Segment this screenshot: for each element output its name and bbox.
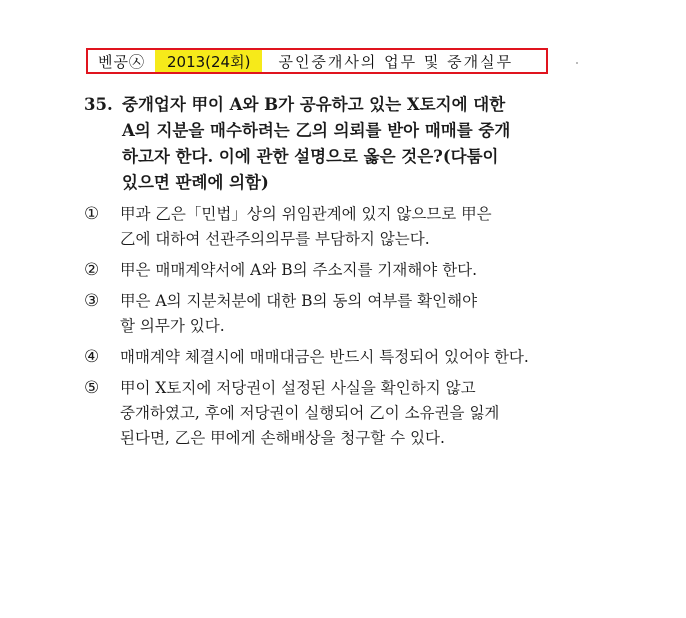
header-tag: 벤공㉦ <box>98 52 145 71</box>
option-2[interactable] <box>84 258 604 283</box>
option-line: 甲과 乙은「민법」상의 위임관계에 있지 않으므로 甲은 <box>120 205 492 223</box>
answer-options <box>84 202 604 457</box>
option-3[interactable] <box>84 289 604 339</box>
option-line: 중개하였고, 후에 저당권이 실행되어 乙이 소유권을 잃게 <box>120 404 500 422</box>
question-line: A의 지분을 매수하려는 乙의 의뢰를 받아 매매를 중개 <box>122 121 511 140</box>
option-number: ③ <box>84 291 100 311</box>
option-text <box>120 376 604 451</box>
header-year-badge: 2013(24회) <box>155 50 262 72</box>
option-line: 乙에 대하여 선관주의의무를 부담하지 않는다. <box>120 230 430 248</box>
option-text <box>120 202 604 252</box>
option-line: 된다면, 乙은 甲에게 손해배상을 청구할 수 있다. <box>120 429 445 447</box>
question-stem <box>84 92 604 196</box>
question-text: 중개업자 甲이 A와 B가 공유하고 있는 X토지에 대한 <box>122 95 506 114</box>
option-text <box>120 289 604 339</box>
option-4[interactable] <box>84 345 604 370</box>
option-number: ② <box>84 260 100 280</box>
option-line: 매매계약 체결시에 매매대금은 반드시 특정되어 있어야 한다. <box>120 348 529 366</box>
question-line <box>84 92 604 118</box>
option-line: 甲은 A의 지분처분에 대한 B의 동의 여부를 확인해야 <box>120 292 478 310</box>
option-text <box>120 258 604 283</box>
question-number: 35. <box>84 95 113 114</box>
option-1[interactable] <box>84 202 604 252</box>
option-number: ① <box>84 204 100 224</box>
header-box <box>86 48 548 74</box>
option-5[interactable] <box>84 376 604 451</box>
stray-dot <box>576 62 578 64</box>
question-line: 있으면 판례에 의함) <box>122 173 269 192</box>
option-number: ⑤ <box>84 378 100 398</box>
option-line: 甲이 X토지에 저당권이 설정된 사실을 확인하지 않고 <box>120 379 476 397</box>
option-number: ④ <box>84 347 100 367</box>
option-text <box>120 345 604 370</box>
option-line: 甲은 매매계약서에 A와 B의 주소지를 기재해야 한다. <box>120 261 478 279</box>
question-line: 하고자 한다. 이에 관한 설명으로 옳은 것은?(다툼이 <box>122 147 499 166</box>
header-subject-title: 공인중개사의 업무 및 중개실무 <box>278 52 514 71</box>
option-line: 할 의무가 있다. <box>120 317 225 335</box>
